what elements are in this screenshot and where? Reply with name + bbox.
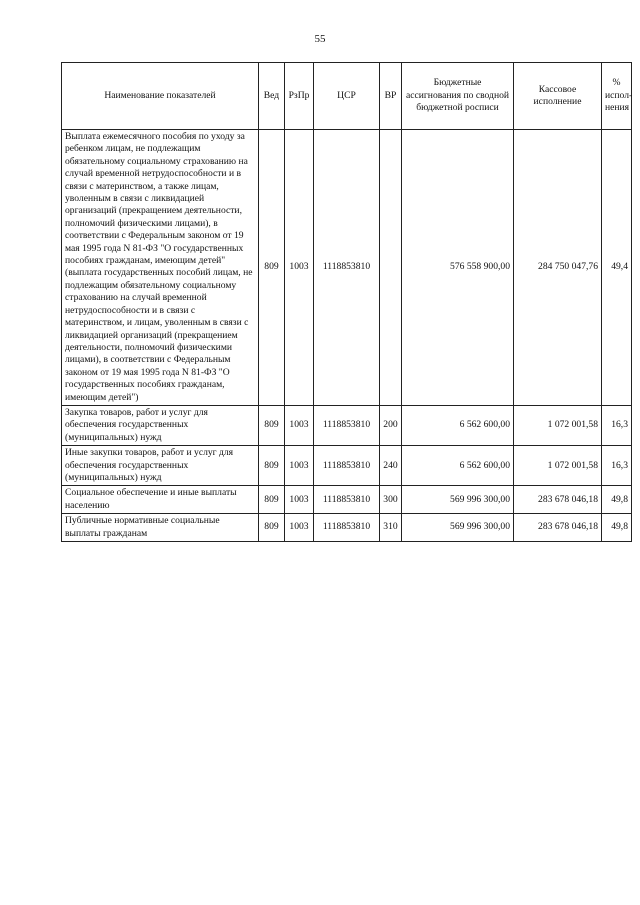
row-csr: 1118853810 xyxy=(314,446,380,486)
row-csr: 1118853810 xyxy=(314,514,380,542)
row-name: Социальное обеспечение и иные выплаты населению xyxy=(62,486,259,514)
row-vr: 200 xyxy=(380,405,402,445)
row-vr: 300 xyxy=(380,486,402,514)
table-row xyxy=(62,446,632,486)
row-name: Публичные нормативные социальные выплаты гражданам xyxy=(62,514,259,542)
row-ved: 809 xyxy=(259,446,285,486)
row-ved: 809 xyxy=(259,514,285,542)
row-rzpr: 1003 xyxy=(285,130,314,406)
header-vr: ВР xyxy=(380,63,402,130)
header-cash: Кассовое исполнение xyxy=(514,63,602,130)
row-pct: 49,4 xyxy=(602,130,632,406)
row-ved: 809 xyxy=(259,486,285,514)
row-name: Закупка товаров, работ и услуг для обеспечения государственных (муниципальных) нужд xyxy=(62,405,259,445)
row-pct: 49,8 xyxy=(602,486,632,514)
page-number: 55 xyxy=(314,33,326,45)
header-pct: % испол-нения xyxy=(602,63,632,130)
row-vr: 240 xyxy=(380,446,402,486)
table-row xyxy=(62,486,632,514)
row-csr: 1118853810 xyxy=(314,405,380,445)
row-pct: 49,8 xyxy=(602,514,632,542)
row-budget: 576 558 900,00 xyxy=(402,130,514,406)
row-budget: 569 996 300,00 xyxy=(402,514,514,542)
row-cash: 284 750 047,76 xyxy=(514,130,602,406)
table-header-row xyxy=(62,63,632,130)
row-pct: 16,3 xyxy=(602,405,632,445)
table-row xyxy=(62,405,632,445)
row-budget: 6 562 600,00 xyxy=(402,405,514,445)
row-rzpr: 1003 xyxy=(285,446,314,486)
row-cash: 1 072 001,58 xyxy=(514,405,602,445)
row-cash: 1 072 001,58 xyxy=(514,446,602,486)
row-pct: 16,3 xyxy=(602,446,632,486)
row-budget: 569 996 300,00 xyxy=(402,486,514,514)
row-cash: 283 678 046,18 xyxy=(514,486,602,514)
header-budget: Бюджетные ассигнования по сводной бюджетной росписи xyxy=(402,63,514,130)
row-vr xyxy=(380,130,402,406)
header-name: Наименование показателей xyxy=(62,63,259,130)
table-row xyxy=(62,130,632,406)
header-csr: ЦСР xyxy=(314,63,380,130)
table-row xyxy=(62,514,632,542)
row-name: Выплата ежемесячного пособия по уходу за ребенком лицам, не подлежащим обязательному социальному страхованию на случай временной нетрудоспособности и в связи с материнством, а также лицам, уволенным в связи с ликвидацией организаций (прекращением деятельности, полномочий физическими лицами), в соответствии с Федеральным законом от 19 мая 1995 года N 81-ФЗ "О государственных пособиях гражданам, имеющим детей" (выплата государственных пособий лицам, не подлежащим обязательному социальному страхованию на случай временной нетрудоспособности и в связи с материнством, и лицам, уволенным в связи с ликвидацией организаций (прекращением деятельности, полномочий физическими лицами), в соответствии с Федеральным законом от 19 мая 1995 года N 81-ФЗ "О государственных пособиях гражданам, имеющим детей") xyxy=(62,130,259,406)
budget-execution-table xyxy=(61,62,632,542)
header-rzpr: РзПр xyxy=(285,63,314,130)
row-ved: 809 xyxy=(259,405,285,445)
row-rzpr: 1003 xyxy=(285,486,314,514)
row-csr: 1118853810 xyxy=(314,486,380,514)
row-rzpr: 1003 xyxy=(285,514,314,542)
header-ved: Вед xyxy=(259,63,285,130)
row-rzpr: 1003 xyxy=(285,405,314,445)
row-budget: 6 562 600,00 xyxy=(402,446,514,486)
row-ved: 809 xyxy=(259,130,285,406)
row-csr: 1118853810 xyxy=(314,130,380,406)
row-cash: 283 678 046,18 xyxy=(514,514,602,542)
row-vr: 310 xyxy=(380,514,402,542)
row-name: Иные закупки товаров, работ и услуг для обеспечения государственных (муниципальных) нужд xyxy=(62,446,259,486)
